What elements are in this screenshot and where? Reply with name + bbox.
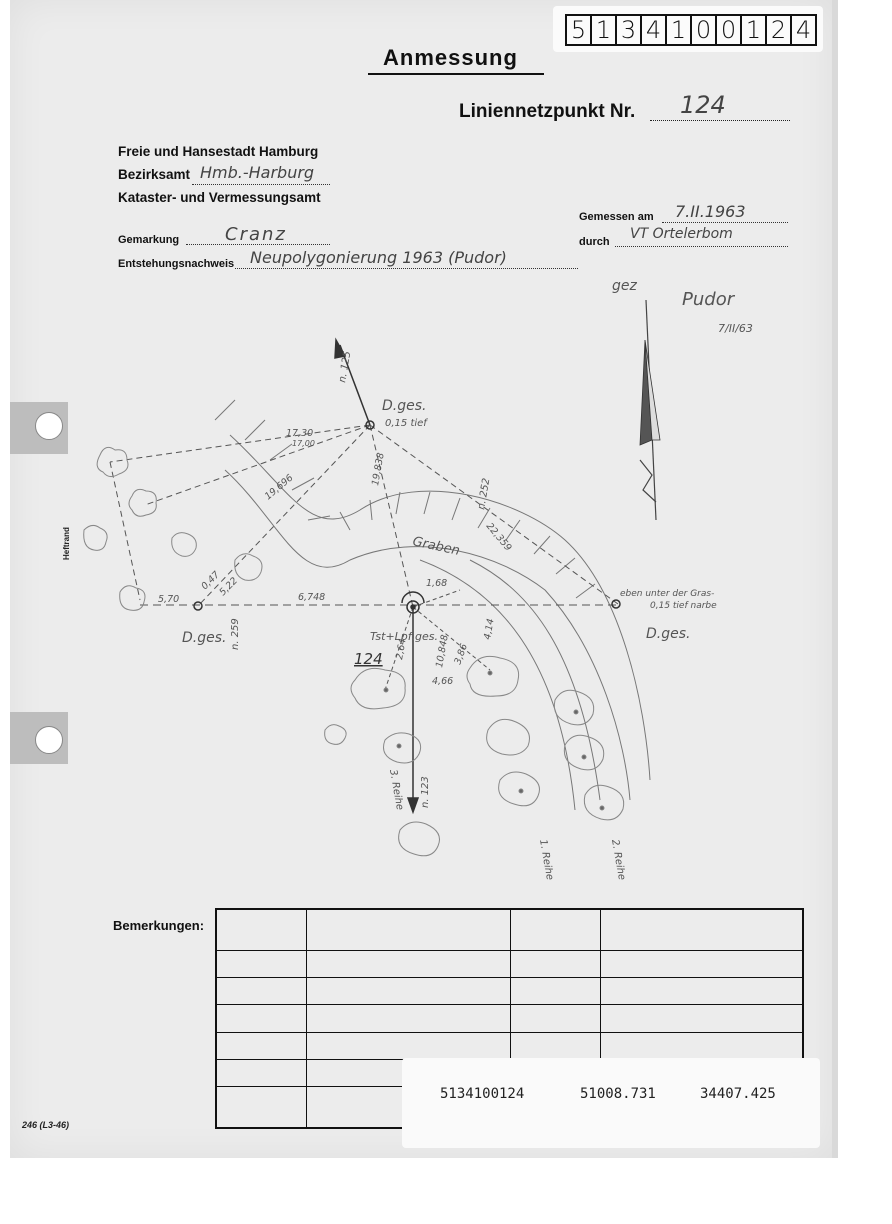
- measure: 3,86: [452, 642, 471, 667]
- durch-label: durch: [579, 236, 610, 248]
- remarks-label: Bemerkungen:: [113, 918, 205, 933]
- measure: 6,748: [298, 592, 326, 603]
- remarks-cell: [600, 977, 803, 1004]
- bezirksamt-label: Bezirksamt: [118, 167, 191, 182]
- form-code: 246 (L3-46): [22, 1120, 70, 1130]
- n123-label: n. 123: [420, 776, 431, 808]
- measure: 5,22: [217, 575, 241, 599]
- id-digit: 4: [642, 16, 667, 44]
- measure: 0,47: [199, 569, 223, 593]
- eben-note-1: eben unter der Gras-: [620, 589, 715, 599]
- measure: 2,64: [394, 637, 409, 661]
- gemessen-value: 7.II.1963: [675, 202, 746, 221]
- n259-label: n. 259: [230, 618, 241, 650]
- remarks-cell: [600, 1005, 803, 1032]
- remarks-cell: [510, 950, 600, 977]
- table-row: [216, 950, 803, 977]
- measure: 19,696: [262, 472, 296, 503]
- table-row: [216, 1005, 803, 1032]
- remarks-cell: [306, 909, 510, 950]
- remarks-cell: [216, 909, 306, 950]
- tief-top: 0,15 tief: [385, 418, 427, 429]
- id-digit: 3: [617, 16, 642, 44]
- id-digit: 1: [592, 16, 617, 44]
- measure: 17,00: [292, 439, 315, 448]
- reihe3-label: 3. Reihe: [387, 768, 406, 811]
- table-row: [216, 909, 803, 950]
- sketch-labels: [182, 278, 753, 881]
- id-digit: 4: [795, 16, 812, 44]
- signature-text: Pudor: [682, 289, 735, 310]
- remarks-cell: [216, 977, 306, 1004]
- remarks-cell: [216, 1060, 306, 1087]
- remarks-cell: [600, 1032, 803, 1059]
- table-row: [216, 977, 803, 1004]
- north-arrow-icon: [640, 300, 660, 520]
- graben-label: Graben: [411, 534, 462, 559]
- reihe1-label: 1. Reihe: [537, 838, 556, 881]
- remarks-cell: [306, 950, 510, 977]
- remarks-cell: [306, 1005, 510, 1032]
- reihe2-label: 2. Reihe: [609, 838, 628, 881]
- id-digit: 2: [767, 16, 792, 44]
- measure: 5,70: [158, 594, 180, 605]
- remarks-cell: [306, 977, 510, 1004]
- remarks-cell: [216, 1005, 306, 1032]
- id-digit: 1: [667, 16, 692, 44]
- id-digit: 1: [742, 16, 767, 44]
- coordinate-label: [402, 1058, 820, 1148]
- coord-y: 34407.425: [700, 1086, 776, 1102]
- remarks-cell: [306, 1032, 510, 1059]
- point-number-label: Liniennetzpunkt Nr.: [459, 101, 636, 122]
- measure: 1,68: [426, 578, 448, 589]
- measure: 4,14: [482, 617, 497, 641]
- gemarkung-value: Cranz: [225, 224, 287, 245]
- id-digit: 5: [567, 16, 592, 44]
- measure: 19,838: [370, 451, 387, 487]
- remarks-cell: [510, 977, 600, 1004]
- measurements: [158, 428, 514, 687]
- id-digit: 0: [692, 16, 717, 44]
- d-ges-left: D.ges.: [182, 630, 227, 646]
- remarks-cell: [600, 950, 803, 977]
- document-title: Anmessung: [383, 45, 518, 70]
- coord-id: 5134100124: [440, 1086, 525, 1102]
- durch-value: VT Ortelerbom: [630, 226, 733, 242]
- measure: 4,66: [432, 676, 454, 687]
- n125-label: n. 125: [337, 350, 354, 384]
- office-line: Kataster- und Vermessungsamt: [118, 190, 321, 205]
- signature-date: 7/II/63: [718, 322, 753, 335]
- survey-points: [194, 421, 620, 613]
- eben-note-2: 0,15 tief narbe: [650, 601, 717, 611]
- tst-label: Tst+Lpf.ges.: [370, 630, 438, 643]
- measure: 17,30: [286, 428, 314, 439]
- heftrand-label: Heftrand: [62, 527, 71, 560]
- point-124-label: 124: [354, 650, 383, 668]
- remarks-cell: [510, 909, 600, 950]
- gemessen-label: Gemessen am: [579, 211, 654, 223]
- remarks-cell: [216, 1087, 306, 1128]
- d-ges-top: D.ges.: [382, 398, 427, 414]
- authority-line: Freie und Hansestadt Hamburg: [118, 144, 319, 159]
- remarks-cell: [600, 909, 803, 950]
- gez-text: gez: [612, 278, 637, 294]
- remarks-cell: [216, 1032, 306, 1059]
- n252-label: n. 252: [476, 477, 493, 511]
- id-digit: 0: [717, 16, 742, 44]
- remarks-cell: [216, 950, 306, 977]
- point-number-value: 124: [680, 91, 726, 119]
- entstehung-label: Entstehungsnachweis: [118, 258, 235, 270]
- bezirksamt-value: Hmb.-Harburg: [200, 163, 315, 182]
- measure: 10,848: [434, 633, 451, 669]
- entstehung-value: Neupolygonierung 1963 (Pudor): [250, 248, 507, 267]
- table-row: [216, 1032, 803, 1059]
- coord-x: 51008.731: [580, 1086, 656, 1102]
- remarks-cell: [510, 1032, 600, 1059]
- d-ges-right: D.ges.: [646, 626, 691, 642]
- measure: 22,359: [483, 520, 514, 554]
- gemarkung-label: Gemarkung: [118, 234, 180, 246]
- remarks-cell: [510, 1005, 600, 1032]
